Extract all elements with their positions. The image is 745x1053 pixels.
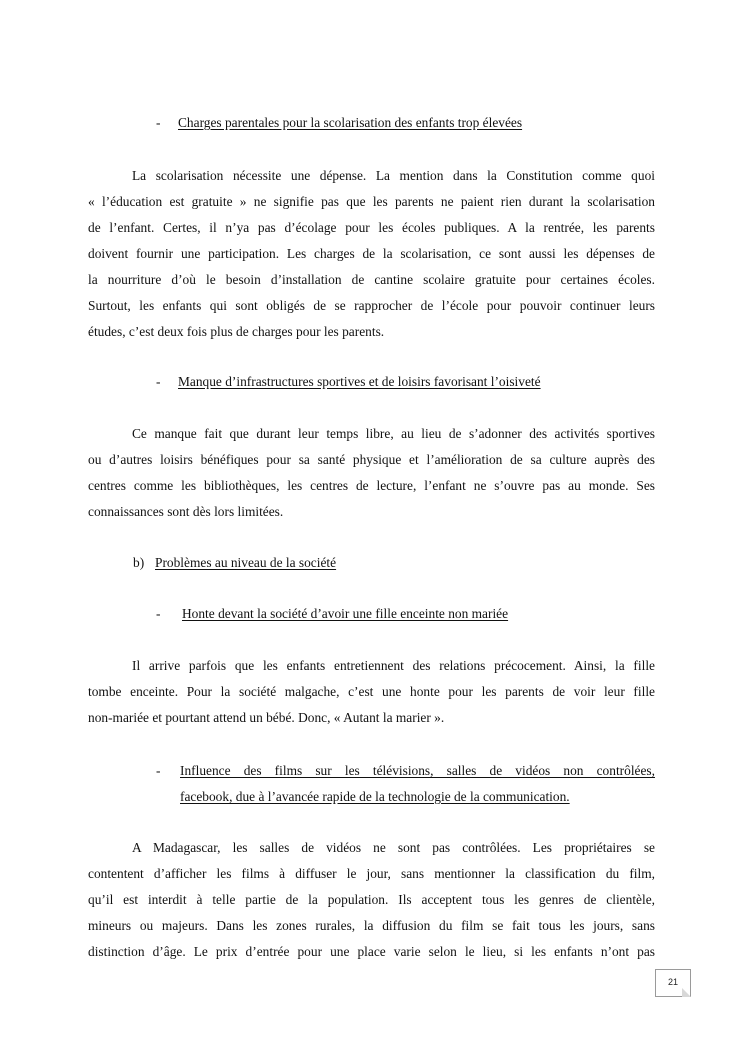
paragraph-line: connaissances sont dès lors limitées. <box>88 504 284 519</box>
paragraph-madagascar <box>88 835 655 965</box>
heading-honte <box>0 601 745 627</box>
heading-charges-parentales <box>0 110 745 136</box>
heading-text: Manque d’infrastructures sportives et de loisirs favorisant l’oisiveté <box>178 374 541 389</box>
heading-manque-infrastructures <box>0 369 745 395</box>
paragraph-line: Ce manque fait que durant leur temps libre, au lieu de s’adonner des activités sportives <box>132 426 655 441</box>
section-heading-societe <box>133 550 336 576</box>
paragraph-manque <box>88 421 655 525</box>
paragraph-scolarisation <box>88 163 655 345</box>
paragraph-line: La scolarisation nécessite une dépense. La mention dans la Constitution comme quoi <box>132 168 655 183</box>
page-corner-fold-icon <box>682 988 691 997</box>
paragraph-line: Surtout, les enfants qui sont obligés de se rapprocher de l’école pour pouvoir continuer leurs <box>88 298 655 313</box>
page-number-text: 21 <box>667 977 678 987</box>
bullet-dash: - <box>156 763 161 778</box>
heading-text: Honte devant la société d’avoir une fille enceinte non mariée <box>182 606 509 621</box>
bullet-dash: - <box>156 115 161 130</box>
bullet-dash: - <box>156 606 161 621</box>
paragraph-line: centres comme les bibliothèques, les centres de lecture, l’enfant ne s’ouvre pas au monde. Ses <box>88 478 655 493</box>
paragraph-line: doivent fournir une participation. Les charges de la scolarisation, ce sont aussi les dépenses de <box>88 246 655 261</box>
paragraph-line: contentent d’afficher les films à diffuser le jour, sans mentionner la classification du film, <box>88 866 655 881</box>
paragraph-line: qu’il est interdit à telle partie de la population. Ils acceptent tous les genres de clientèle, <box>88 892 655 907</box>
paragraph-line: études, c’est deux fois plus de charges pour les parents. <box>88 324 385 339</box>
paragraph-line: A Madagascar, les salles de vidéos ne sont pas contrôlées. Les propriétaires se <box>132 840 655 855</box>
paragraph-line: « l’éducation est gratuite » ne signifie pas que les parents ne paient rien durant la scolarisation <box>88 194 655 209</box>
paragraph-honte <box>88 653 655 731</box>
bullet-dash: - <box>156 374 161 389</box>
section-title: Problèmes au niveau de la société <box>155 555 337 570</box>
heading-line: Influence des films sur les télévisions, salles de vidéos non contrôlées, <box>180 763 655 778</box>
heading-text: Charges parentales pour la scolarisation des enfants trop élevées <box>178 115 523 130</box>
paragraph-line: ou d’autres loisirs bénéfiques pour sa santé physique et l’amélioration de sa culture auprès des <box>88 452 655 467</box>
paragraph-line: tombe enceinte. Pour la société malgache, c’est une honte pour les parents de voir leur fille <box>88 684 655 699</box>
paragraph-line: mineurs ou majeurs. Dans les zones rurales, la diffusion du film se fait tous les jours, sans <box>88 918 655 933</box>
paragraph-line: non-mariée et pourtant attend un bébé. Donc, « Autant la marier ». <box>88 710 445 725</box>
paragraph-line: de l’enfant. Certes, il n’ya pas d’écolage pour les écoles publiques. A la rentrée, les parents <box>88 220 655 235</box>
paragraph-line: distinction d’âge. Le prix d’entrée pour une place varie selon le lieu, si les enfants n’ont pas <box>88 944 655 959</box>
paragraph-line: Il arrive parfois que les enfants entretiennent des relations précocement. Ainsi, la fille <box>132 658 655 673</box>
heading-line: facebook, due à l’avancée rapide de la technologie de la communication. <box>180 789 570 804</box>
bullet-dash-influence <box>156 758 160 784</box>
section-label: b) <box>133 555 145 570</box>
paragraph-line: la nourriture d’où le besoin d’installation de cantine scolaire gratuite pour certaines écoles. <box>88 272 655 287</box>
heading-influence-films <box>180 758 655 810</box>
page-number <box>655 969 691 997</box>
